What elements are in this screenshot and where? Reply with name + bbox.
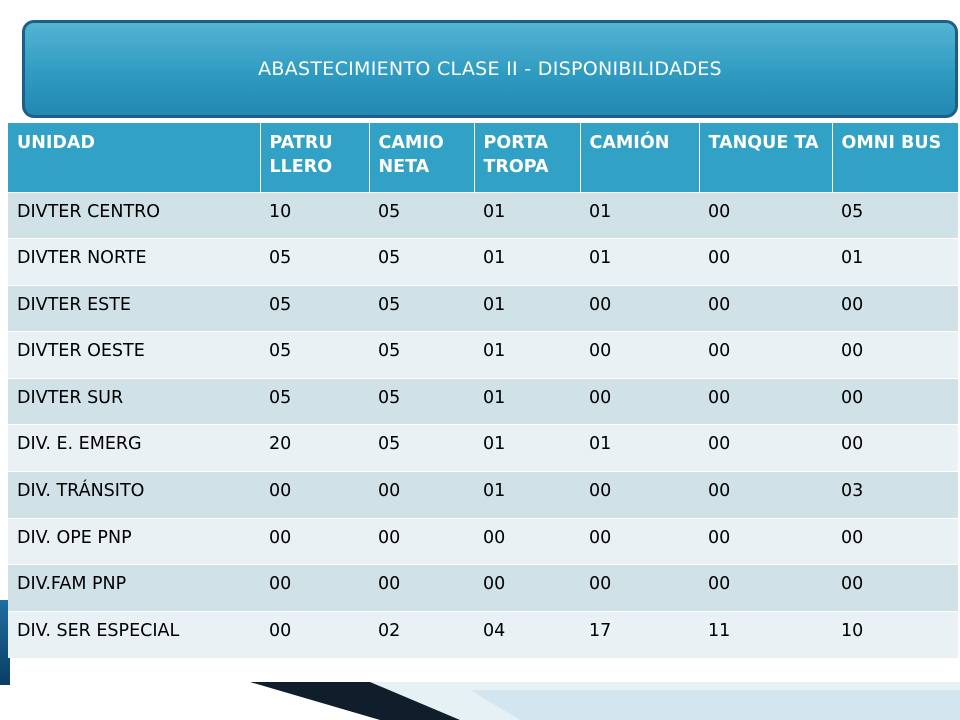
- cell-patrullero: 05: [260, 332, 369, 379]
- cell-camion: 00: [580, 378, 699, 425]
- cell-tanqueta: 00: [699, 192, 832, 239]
- cell-camion: 17: [580, 611, 699, 658]
- cell-portatropa: 01: [474, 472, 580, 519]
- cell-portatropa: 01: [474, 378, 580, 425]
- cell-camioneta: 05: [369, 285, 474, 332]
- cell-portatropa: 01: [474, 332, 580, 379]
- table-row: [8, 332, 958, 379]
- cell-unidad: DIVTER ESTE: [8, 285, 260, 332]
- column-header-patrullero: PATRU LLERO: [260, 123, 369, 192]
- cell-unidad: DIVTER OESTE: [8, 332, 260, 379]
- table-row: [8, 239, 958, 286]
- cell-unidad: DIVTER CENTRO: [8, 192, 260, 239]
- table-row: [8, 378, 958, 425]
- cell-omnibus: 00: [832, 285, 958, 332]
- cell-tanqueta: 00: [699, 472, 832, 519]
- cell-unidad: DIVTER SUR: [8, 378, 260, 425]
- cell-tanqueta: 00: [699, 239, 832, 286]
- cell-portatropa: 01: [474, 285, 580, 332]
- table-row: [8, 472, 958, 519]
- cell-tanqueta: 00: [699, 285, 832, 332]
- cell-tanqueta: 00: [699, 565, 832, 612]
- cell-camion: 01: [580, 192, 699, 239]
- cell-tanqueta: 00: [699, 518, 832, 565]
- cell-patrullero: 20: [260, 425, 369, 472]
- cell-portatropa: 01: [474, 239, 580, 286]
- cell-camion: 00: [580, 565, 699, 612]
- cell-camioneta: 05: [369, 425, 474, 472]
- cell-portatropa: 00: [474, 518, 580, 565]
- table-row: [8, 565, 958, 612]
- cell-omnibus: 00: [832, 378, 958, 425]
- cell-camioneta: 05: [369, 332, 474, 379]
- cell-unidad: DIV. OPE PNP: [8, 518, 260, 565]
- decorative-bottom-swoosh: [0, 682, 960, 720]
- cell-camioneta: 05: [369, 239, 474, 286]
- cell-omnibus: 00: [832, 565, 958, 612]
- cell-patrullero: 00: [260, 518, 369, 565]
- column-header-omnibus: OMNI BUS: [832, 123, 958, 192]
- cell-camion: 00: [580, 518, 699, 565]
- cell-camion: 00: [580, 285, 699, 332]
- table-row: [8, 518, 958, 565]
- cell-camion: 01: [580, 425, 699, 472]
- cell-portatropa: 00: [474, 565, 580, 612]
- cell-patrullero: 10: [260, 192, 369, 239]
- cell-camion: 00: [580, 472, 699, 519]
- cell-camioneta: 00: [369, 472, 474, 519]
- cell-camioneta: 05: [369, 378, 474, 425]
- cell-unidad: DIV. E. EMERG: [8, 425, 260, 472]
- cell-patrullero: 05: [260, 239, 369, 286]
- table-header-row: [8, 123, 958, 192]
- cell-omnibus: 00: [832, 332, 958, 379]
- table-row: [8, 192, 958, 239]
- cell-camion: 01: [580, 239, 699, 286]
- cell-tanqueta: 11: [699, 611, 832, 658]
- cell-omnibus: 03: [832, 472, 958, 519]
- cell-patrullero: 05: [260, 285, 369, 332]
- cell-camioneta: 05: [369, 192, 474, 239]
- cell-portatropa: 04: [474, 611, 580, 658]
- cell-unidad: DIV. SER ESPECIAL: [8, 611, 260, 658]
- table-header: [8, 123, 958, 192]
- column-header-unidad: UNIDAD: [8, 123, 260, 192]
- cell-camioneta: 00: [369, 518, 474, 565]
- column-header-tanqueta: TANQUE TA: [699, 123, 832, 192]
- availability-table: [8, 123, 959, 658]
- cell-tanqueta: 00: [699, 425, 832, 472]
- cell-camion: 00: [580, 332, 699, 379]
- column-header-camion: CAMIÓN: [580, 123, 699, 192]
- column-header-portatropa: PORTA TROPA: [474, 123, 580, 192]
- title-banner: [22, 20, 958, 118]
- cell-patrullero: 05: [260, 378, 369, 425]
- cell-portatropa: 01: [474, 192, 580, 239]
- cell-omnibus: 10: [832, 611, 958, 658]
- table-body: [8, 192, 958, 658]
- cell-patrullero: 00: [260, 611, 369, 658]
- table-row: [8, 425, 958, 472]
- table-row: [8, 285, 958, 332]
- cell-omnibus: 05: [832, 192, 958, 239]
- cell-camioneta: 00: [369, 565, 474, 612]
- page-title: ABASTECIMIENTO CLASE II - DISPONIBILIDADES: [258, 58, 722, 80]
- cell-tanqueta: 00: [699, 378, 832, 425]
- column-header-camioneta: CAMIO NETA: [369, 123, 474, 192]
- cell-patrullero: 00: [260, 472, 369, 519]
- cell-omnibus: 01: [832, 239, 958, 286]
- cell-omnibus: 00: [832, 425, 958, 472]
- cell-omnibus: 00: [832, 518, 958, 565]
- cell-unidad: DIV.FAM PNP: [8, 565, 260, 612]
- cell-camioneta: 02: [369, 611, 474, 658]
- cell-unidad: DIV. TRÁNSITO: [8, 472, 260, 519]
- cell-patrullero: 00: [260, 565, 369, 612]
- cell-portatropa: 01: [474, 425, 580, 472]
- cell-tanqueta: 00: [699, 332, 832, 379]
- cell-unidad: DIVTER NORTE: [8, 239, 260, 286]
- table-row: [8, 611, 958, 658]
